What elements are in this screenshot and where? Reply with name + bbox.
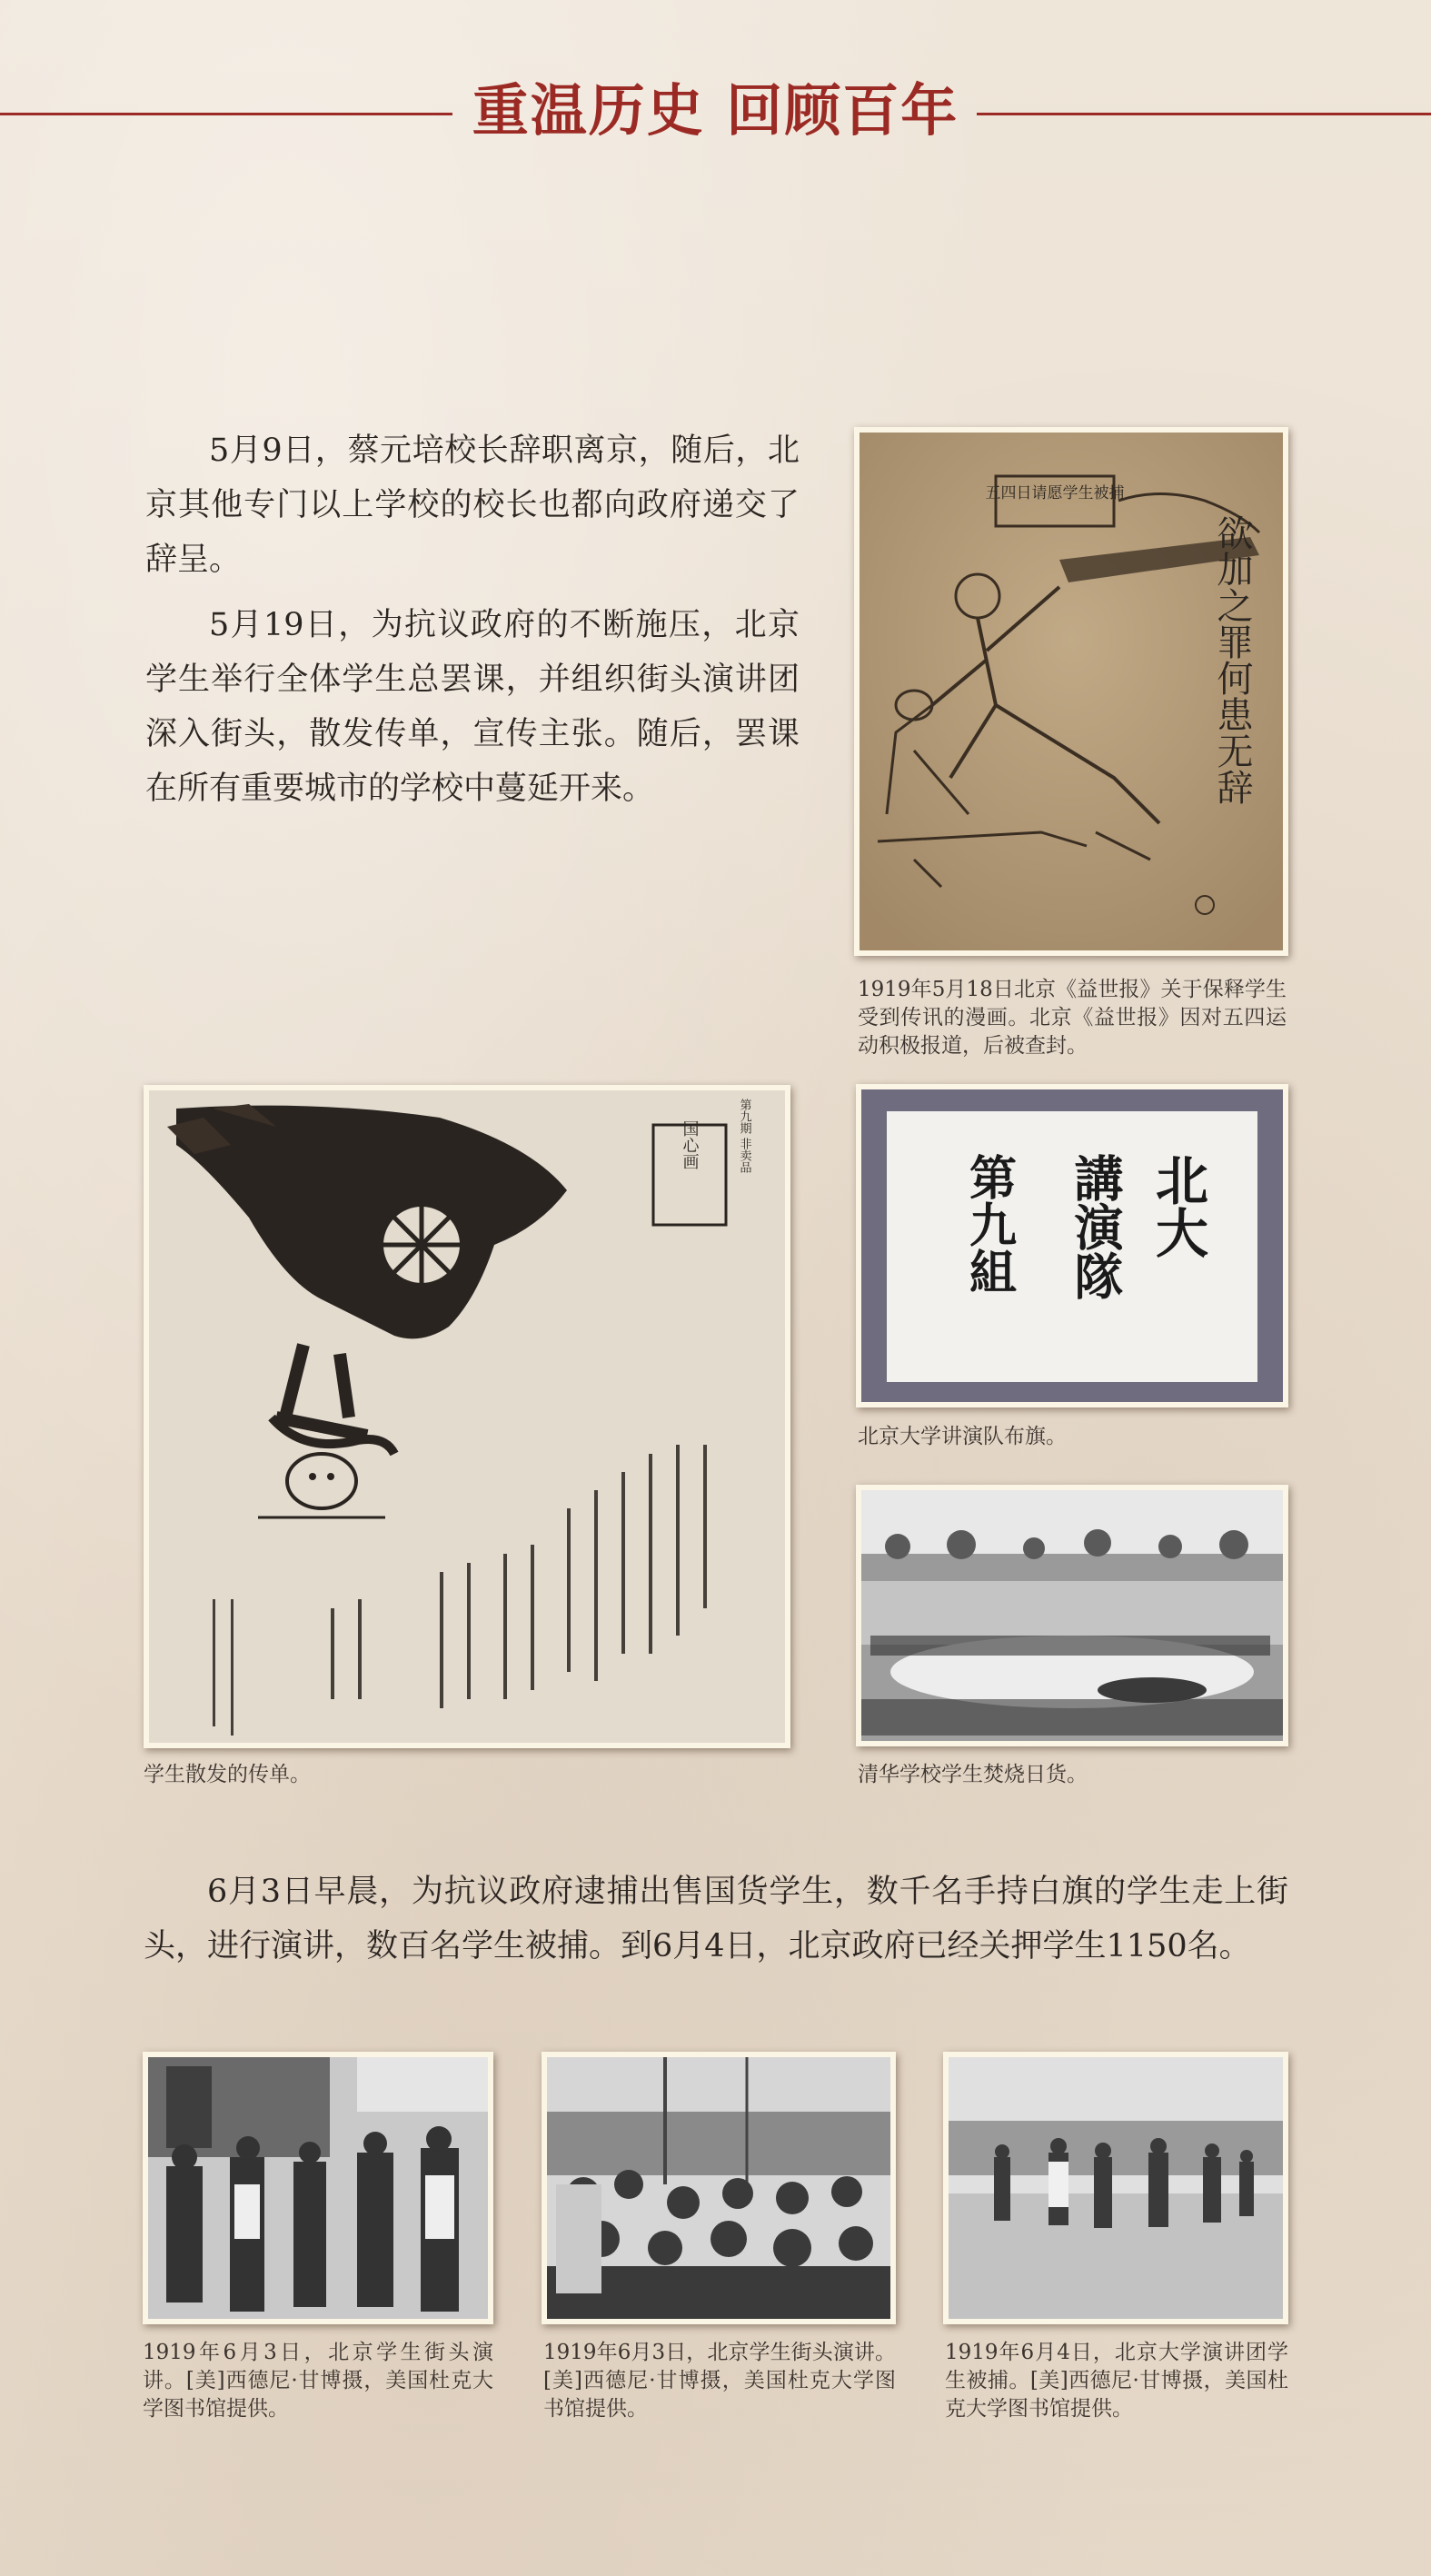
flyer-stamp-text: 国心画	[680, 1120, 700, 1169]
flyer-caption: 学生散发的传单。	[144, 1763, 311, 1786]
flag-caption: 北京大学讲演队布旗。	[858, 1425, 1067, 1448]
arrest-caption: 1919年6月4日，北京大学演讲团学生被捕。[美]西德尼·甘博摄，美国杜克大学图书馆提供。	[945, 2341, 1288, 2421]
cartoon-caption: 1919年5月18日北京《益世报》关于保释学生受到传讯的漫画。北京《益世报》因对五四运动积极报道，后被查封。	[858, 978, 1287, 1058]
street-speech-illustration-2	[547, 2057, 890, 2319]
flag-photo	[856, 1084, 1288, 1407]
street-speech-photo-2	[542, 2052, 896, 2324]
arrest-photo	[943, 2052, 1288, 2324]
qinghua-illustration	[861, 1490, 1283, 1741]
paragraph-may19: 5月19日，为抗议政府的不断施压，北京学生举行全体学生总罢课，并组织街头演讲团深入街头，散发传单，宣传主张。随后，罢课在所有重要城市的学校中蔓延开来。	[145, 607, 800, 807]
cartoon-illustration	[860, 433, 1283, 950]
arrest-illustration	[949, 2057, 1283, 2319]
paragraph-may9: 5月9日，蔡元培校长辞职离京，随后，北京其他专门以上学校的校长也都向政府递交了辞呈。	[145, 433, 800, 578]
cartoon-photo	[854, 427, 1288, 956]
street-speech-photo-1	[143, 2052, 493, 2324]
flag-text-beida: 北大	[1147, 1153, 1208, 1258]
flag-illustration	[861, 1089, 1283, 1402]
flyer-photo	[144, 1085, 790, 1748]
qinghua-caption: 清华学校学生焚烧日货。	[858, 1763, 1088, 1786]
flag-text-dijiuzu: 第九組	[960, 1153, 1017, 1295]
title-rule-right	[977, 113, 1431, 115]
qinghua-photo	[856, 1485, 1288, 1746]
flyer-issue-text: 第九期 非卖品	[737, 1098, 751, 1174]
paragraph-june3: 6月3日早晨，为抗议政府逮捕出售国货学生，数千名手持白旗的学生走上街头，进行演讲，数百名学生被捕。到6月4日，北京政府已经关押学生1150名。	[144, 1874, 1288, 1964]
page-title: 重温历史 回顾百年	[472, 77, 959, 144]
flag-text-jiangyandui: 講演隊	[1067, 1153, 1125, 1300]
flyer-illustration	[149, 1090, 785, 1743]
cartoon-sign-text: 五四日请愿学生被捕	[985, 484, 1125, 502]
street-speech-caption-1: 1919年6月3日，北京学生街头演讲。[美]西德尼·甘博摄，美国杜克大学图书馆提供。	[143, 2341, 493, 2421]
cartoon-side-text: 欲加之罪何患无辞	[1211, 514, 1253, 805]
street-speech-caption-2: 1919年6月3日，北京学生街头演讲。[美]西德尼·甘博摄，美国杜克大学图书馆提供。	[543, 2341, 896, 2421]
street-speech-illustration-1	[148, 2057, 488, 2319]
title-rule-left	[0, 113, 452, 115]
